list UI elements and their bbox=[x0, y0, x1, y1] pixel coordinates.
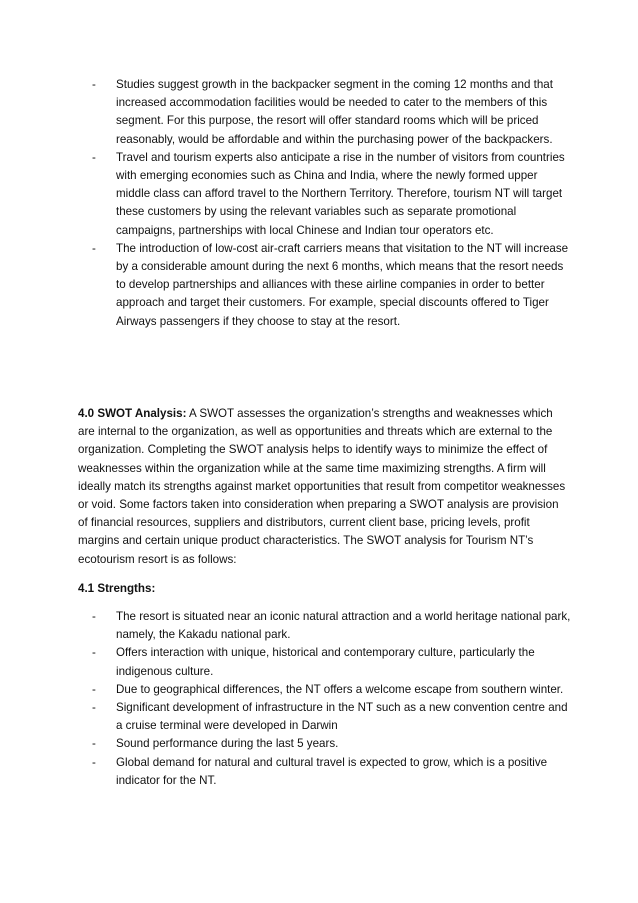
intro-bullet-list bbox=[92, 76, 572, 331]
strength-item: - The resort is situated near an iconic natural attraction and a world heritage national park, namely, the Kakadu national park. bbox=[92, 608, 572, 644]
strength-item: - Sound performance during the last 5 years. bbox=[92, 735, 572, 753]
strengths-bullet-list bbox=[92, 608, 572, 790]
strength-item: - Global demand for natural and cultural travel is expected to grow, which is a positive indicator for the NT. bbox=[92, 754, 572, 790]
strengths-heading: 4.1 Strengths: bbox=[78, 582, 156, 595]
strength-item: - Due to geographical differences, the NT offers a welcome escape from southern winter. bbox=[92, 681, 572, 699]
swot-heading: 4.0 SWOT Analysis: bbox=[78, 407, 187, 420]
bullet-low-cost-carriers: - The introduction of low-cost air-craft carriers means that visitation to the NT will increase by a considerable amount during the next 6 months, which means that the resort needs to develop partnerships and alliances with these airline companies in order to better approach and target their customers. For example, special discounts offered to Tiger Airways passengers if they choose to stay at the resort. bbox=[92, 240, 572, 331]
swot-body: A SWOT assesses the organization’s strengths and weaknesses which are internal to the organization, as well as opportunities and threats which are external to the organization. Completing the SWOT analysis helps to identify ways to minimize the effect of weaknesses within the organization while at the same time maximizing strengths. A firm will ideally match its strengths against market opportunities that result from competitor weaknesses or void. Some factors taken into consideration when preparing a SWOT analysis are provision of financial resources, suppliers and distributors, current client base, pricing levels, profit margins and certain unique product characteristics. The SWOT analysis for Tourism NT’s ecotourism resort is as follows: bbox=[78, 407, 566, 566]
strength-item: - Offers interaction with unique, historical and contemporary culture, particularly the indigenous culture. bbox=[92, 644, 572, 680]
bullet-backpacker-growth: - Studies suggest growth in the backpacker segment in the coming 12 months and that increased accommodation facilities would be needed to cater to the members of this segment. For this purpose, the resort will offer standard rooms which will be priced reasonably, would be affordable and within the purchasing power of the backpackers. bbox=[92, 76, 572, 149]
swot-paragraph bbox=[78, 405, 570, 569]
bullet-emerging-economies: - Travel and tourism experts also anticipate a rise in the number of visitors from countries with emerging economies such as China and India, where the newly formed upper middle class can afford travel to the Northern Territory. Therefore, tourism NT will target these customers by using the relevant variables such as separate promotional campaigns, partnerships with local Chinese and Indian tour operators etc. bbox=[92, 149, 572, 240]
strength-item: - Significant development of infrastructure in the NT such as a new convention centre and a cruise terminal were developed in Darwin bbox=[92, 699, 572, 735]
